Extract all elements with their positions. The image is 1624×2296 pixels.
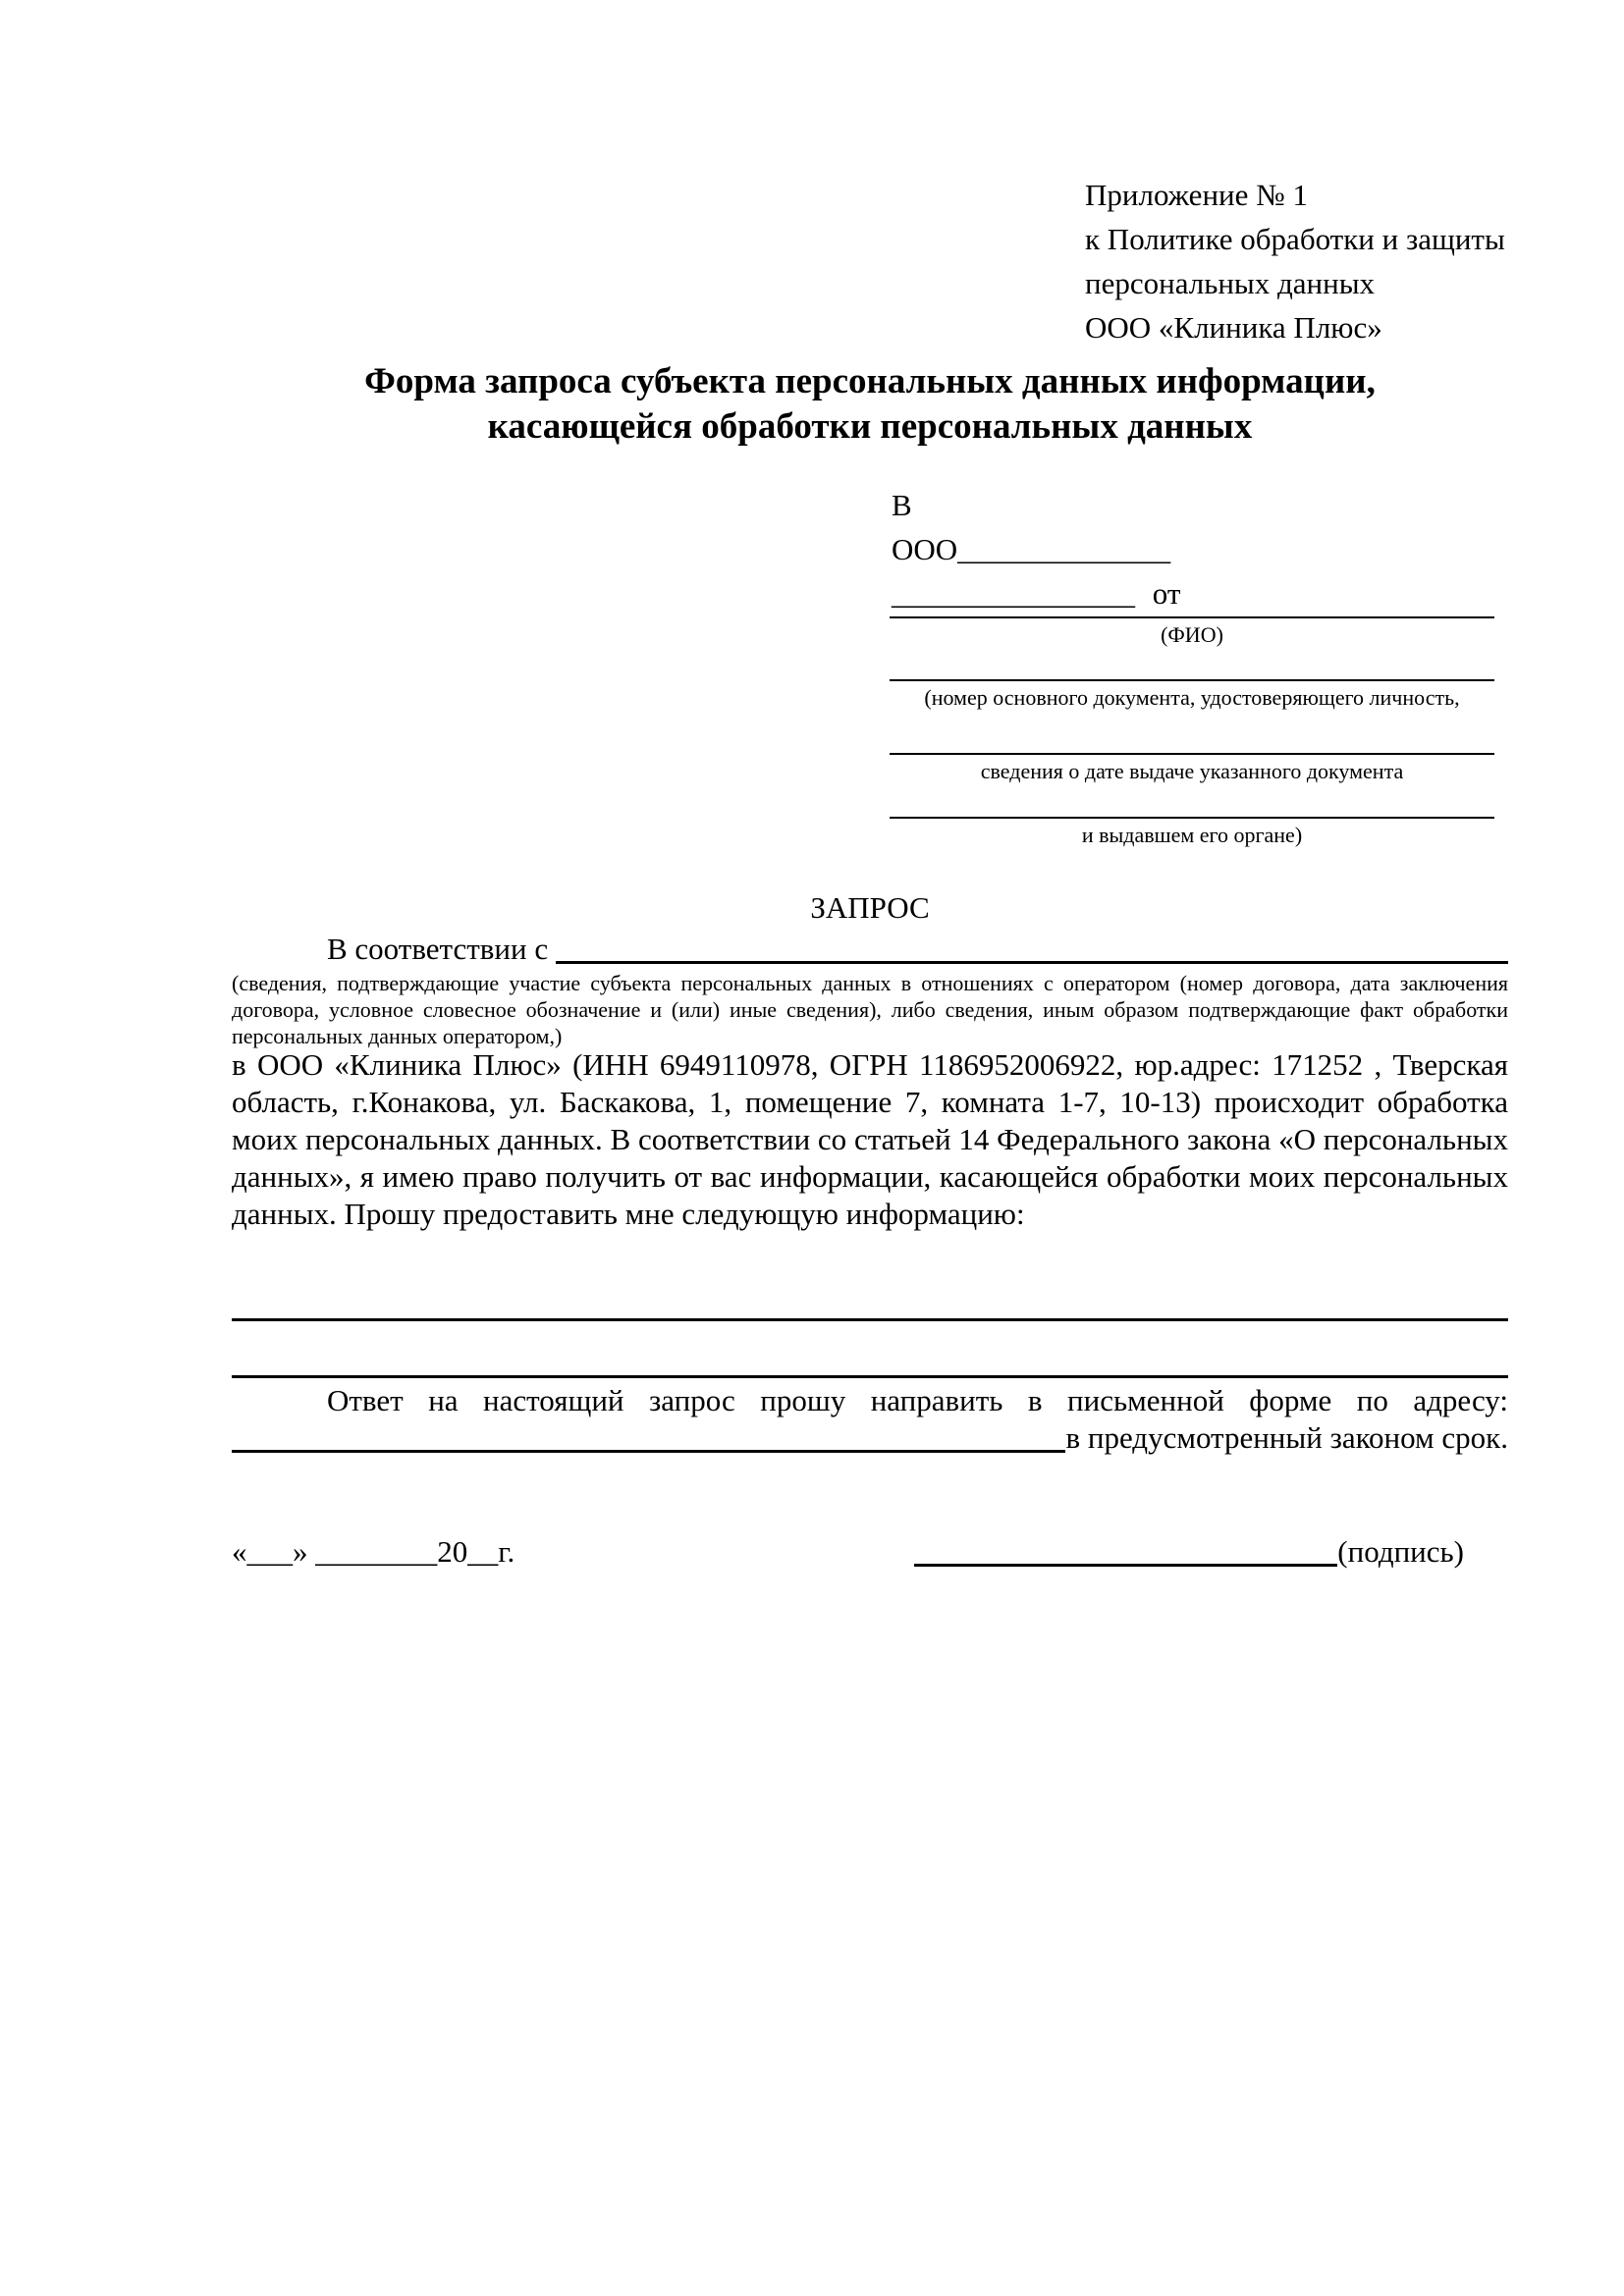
page-title-line: касающейся обработки персональных данных [487, 406, 1253, 447]
addressee-to-prefix: В [892, 488, 912, 522]
signature-blank-line [914, 1564, 1337, 1567]
signature-caption: (подпись) [1337, 1534, 1464, 1569]
addressee-from-blank: ________________ [892, 576, 1135, 611]
answer-paragraph [232, 1382, 1508, 1457]
annex-line: Приложение № 1 [1085, 178, 1308, 212]
issuer-blank-line [890, 817, 1494, 819]
annex-line: персональных данных [1085, 266, 1376, 300]
addressee-ooo-blank: ООО______________ [892, 532, 1171, 566]
answer-suffix: в предусмотренный законом срок. [1065, 1420, 1508, 1455]
fio-blank-line [890, 616, 1494, 618]
according-row [232, 931, 1508, 968]
answer-address-row [232, 1419, 1508, 1457]
answer-line: Ответ на настоящий запрос прошу направить в письменной форме по адресу: [327, 1383, 1508, 1417]
explanatory-note: (сведения, подтверждающие участие субъекта персональных данных в отношениях с оператором (номер договора, дата заключения договора, условное словесное обозначение и (или) иные сведения), либо сведения, иным образом подтверждающие факт обработки персональных данных оператором,) [232, 971, 1508, 1048]
date-blank: «___» ________20__г. [232, 1534, 515, 1569]
according-prefix: В соответствии с [327, 932, 549, 966]
issuer-caption: и выдавшем его органе) [1081, 823, 1303, 847]
addressee-block [890, 483, 1494, 876]
info-blank-line-2 [232, 1375, 1508, 1378]
address-blank-line [232, 1450, 1065, 1453]
request-body: в ООО «Клиника Плюс» (ИНН 6949110978, ОГРН 1186952006922, юр.адрес: 171252 , Тверская область, г.Конакова, ул. Баскакова, 1, помещение 7, комната 1-7, 10-13) происходит обработка моих персональных данных. В соответствии со статьей 14 Федерального закона «О персональных данных», я имею право получить от вас информации, касающейся обработки моих персональных данных. Прошу предоставить мне следующую информацию: [232, 1047, 1508, 1231]
request-heading: ЗАПРОС [810, 890, 930, 925]
addressee-from-line [892, 571, 1180, 615]
page-title [232, 359, 1508, 450]
document-number-caption: (номер основного документа, удостоверяющего личность, [924, 685, 1460, 710]
signature-row [914, 1531, 1464, 1573]
according-blank-line [556, 961, 1508, 964]
annex-line: к Политике обработки и защиты [1085, 222, 1505, 256]
document-number-blank-line [890, 679, 1494, 681]
info-blank-line-1 [232, 1318, 1508, 1321]
issue-date-caption: сведения о дате выдаче указанного документа [980, 759, 1404, 783]
fio-caption: (ФИО) [1161, 622, 1223, 647]
addressee-from-word: от [1152, 576, 1181, 611]
annex-header [1085, 173, 1517, 349]
annex-line: ООО «Клиника Плюс» [1085, 310, 1382, 345]
page-title-line: Форма запроса субъекта персональных данных информации, [364, 361, 1376, 401]
issue-date-blank-line [890, 753, 1494, 755]
